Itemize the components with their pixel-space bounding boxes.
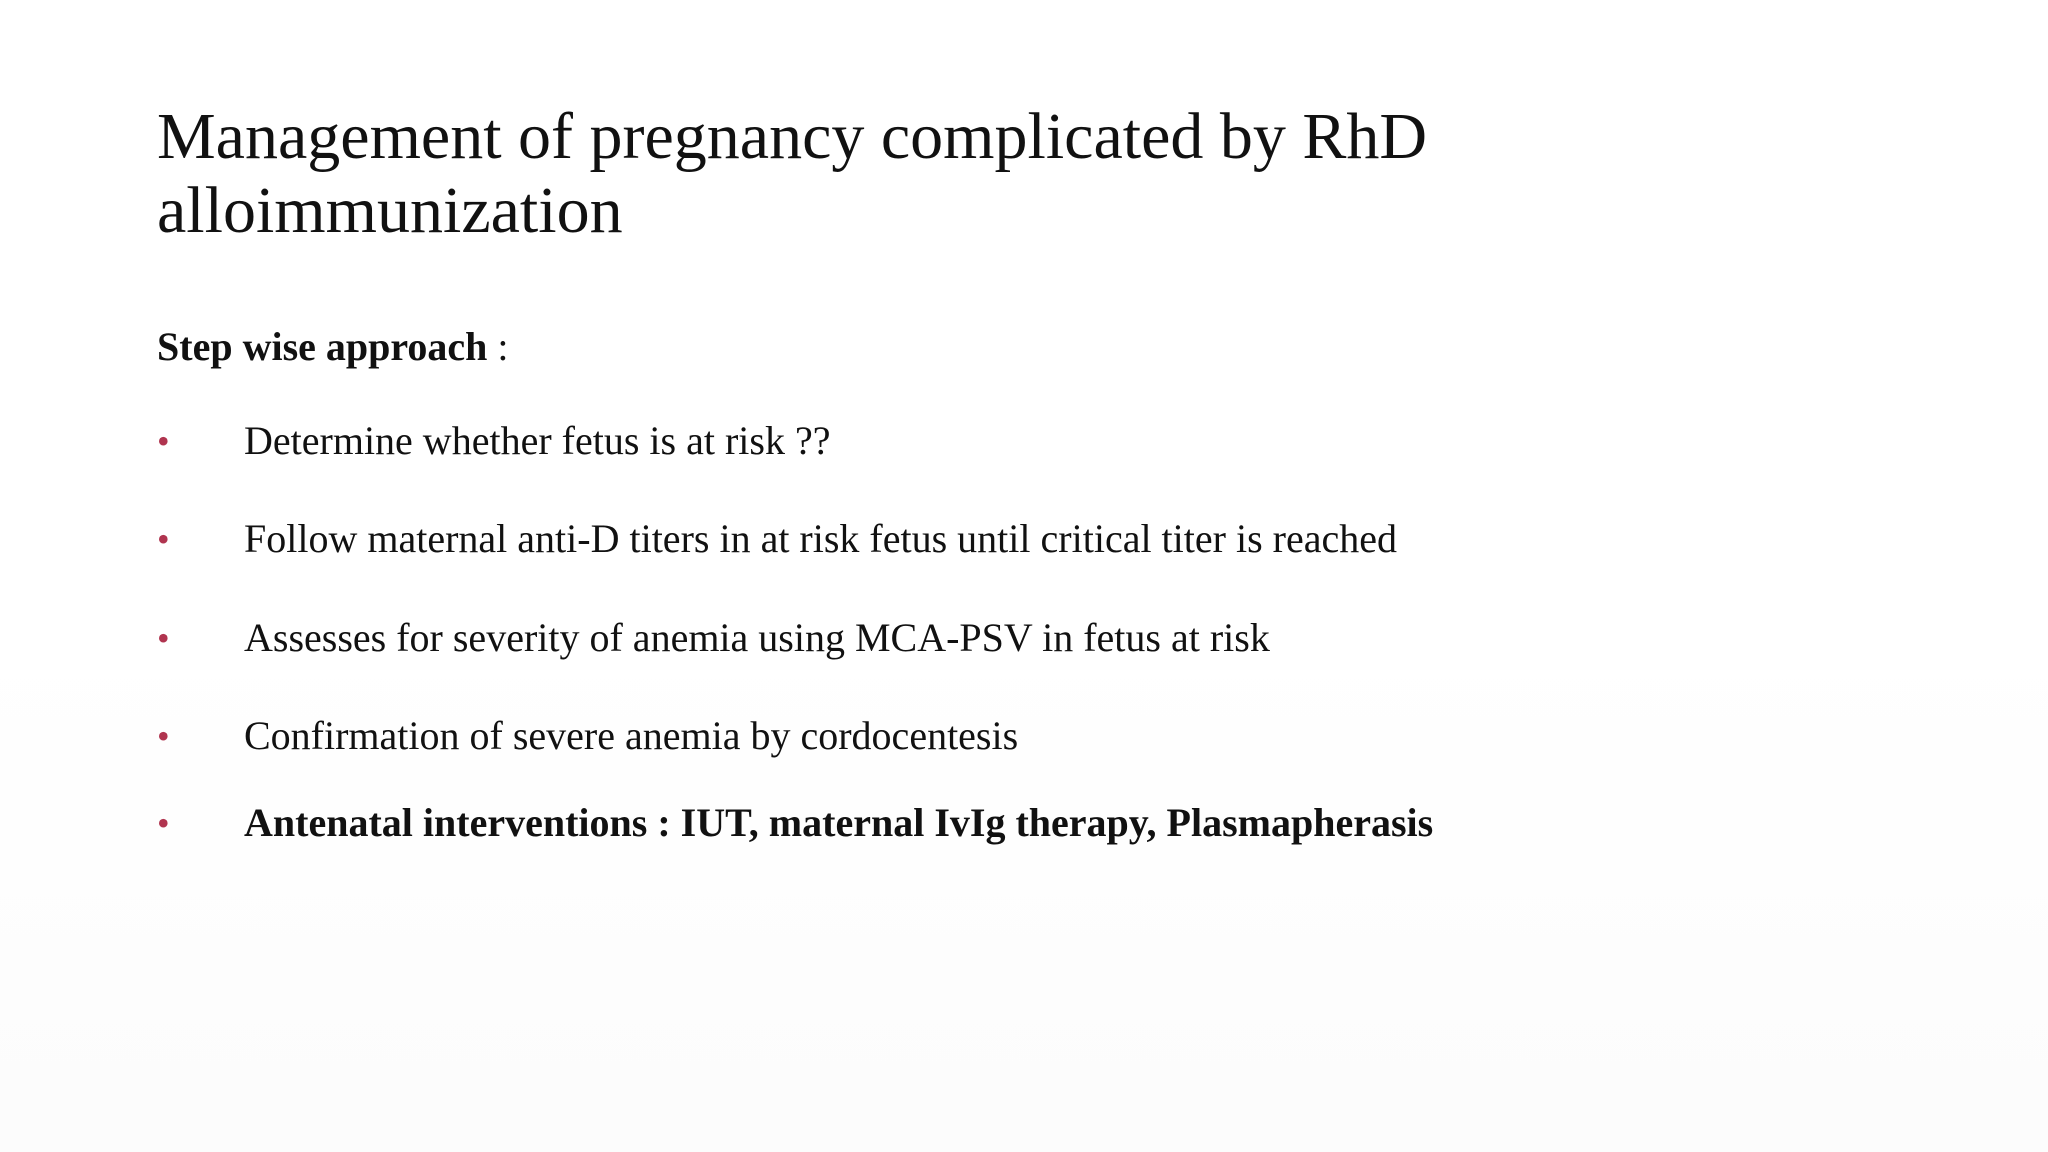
bullet-dot-icon: •: [157, 519, 170, 559]
bullet-item: [157, 795, 1957, 851]
bullet-text: Assesses for severity of anemia using MCA-PSV in fetus at risk: [244, 615, 1270, 660]
slide-title: Management of pregnancy complicated by RhD alloimmunization: [157, 100, 1428, 247]
bullet-text: Determine whether fetus is at risk ??: [244, 418, 831, 463]
bullet-dot-icon: •: [157, 618, 170, 658]
bullet-item: [157, 610, 1957, 666]
bullet-text: Confirmation of severe anemia by cordocentesis: [244, 713, 1019, 758]
bullet-dot-icon: •: [157, 421, 170, 461]
section-heading-bold: Step wise approach: [157, 324, 488, 369]
bullet-item: [157, 413, 1957, 469]
bullet-text: Antenatal interventions : IUT, maternal IvIg therapy, Plasmapherasis: [244, 800, 1434, 845]
bullet-dot-icon: •: [157, 716, 170, 756]
bullet-item: [157, 511, 1957, 567]
bullet-text: Follow maternal anti-D titers in at risk fetus until critical titer is reached: [244, 516, 1397, 561]
section-heading-colon: :: [487, 324, 509, 369]
section-heading: [157, 320, 509, 374]
bullet-dot-icon: •: [157, 803, 170, 843]
bullet-item: [157, 708, 1957, 764]
